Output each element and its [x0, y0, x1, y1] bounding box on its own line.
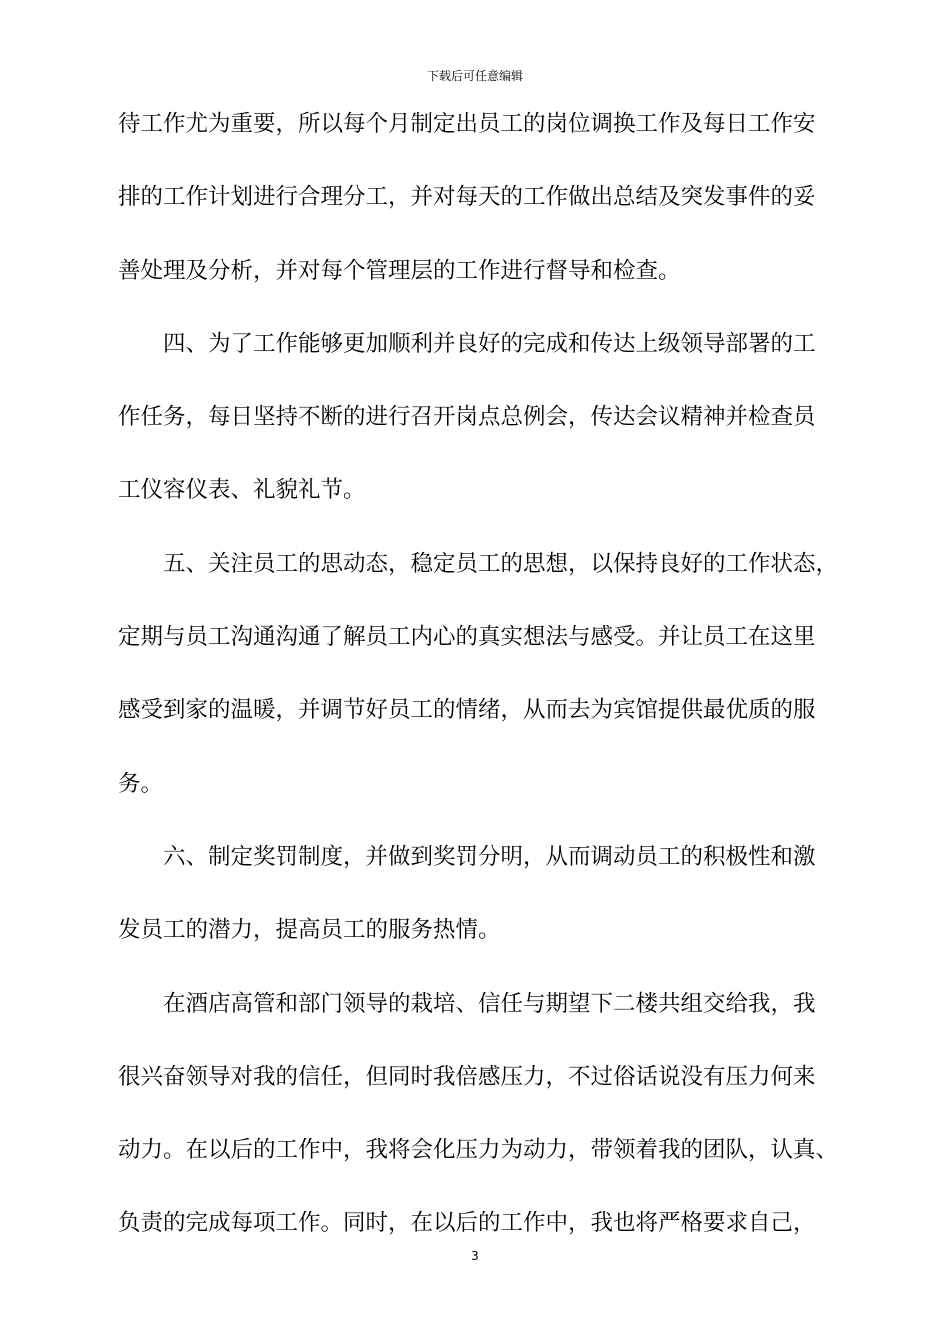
- text-line: 排的工作计划进行合理分工，并对每天的工作做出总结及突发事件的妥: [118, 184, 816, 211]
- text-line: 发员工的潜力，提高员工的服务热情。: [118, 917, 501, 944]
- text-line: 五、关注员工的思动态，稳定员工的思想，以保持良好的工作状态，: [163, 550, 839, 577]
- text-line: 六、制定奖罚制度，并做到奖罚分明，从而调动员工的积极性和激: [163, 843, 816, 870]
- body-text: [118, 104, 839, 1277]
- page-header: 下载后可任意编辑: [426, 69, 523, 83]
- text-line: 在酒店高管和部门领导的栽培、信任与期望下二楼共组交给我，我: [163, 990, 816, 1017]
- page-number: 3: [471, 1249, 479, 1263]
- text-line: 感受到家的温暖，并调节好员工的情绪，从而去为宾馆提供最优质的服: [118, 697, 816, 724]
- text-line: 务。: [118, 770, 164, 797]
- text-line: 善处理及分析，并对每个管理层的工作进行督导和检查。: [118, 257, 681, 284]
- text-line: 很兴奋领导对我的信任，但同时我倍感压力，不过俗话说没有压力何来: [118, 1063, 816, 1090]
- text-line: 待工作尤为重要，所以每个月制定出员工的岗位调换工作及每日工作安: [118, 111, 816, 137]
- text-line: 作任务，每日坚持不断的进行召开岗点总例会，传达会议精神并检查员: [118, 404, 816, 431]
- text-line: 负责的完成每项工作。同时，在以后的工作中，我也将严格要求自己，: [118, 1210, 816, 1237]
- text-line: 工仪容仪表、礼貌礼节。: [118, 477, 366, 504]
- text-line: 动力。在以后的工作中，我将会化压力为动力，带领着我的团队，认真、: [118, 1137, 839, 1164]
- text-line: 定期与员工沟通沟通了解员工内心的真实想法与感受。并让员工在这里: [118, 624, 816, 651]
- text-line: 四、为了工作能够更加顺利并良好的完成和传达上级领导部署的工: [163, 330, 816, 357]
